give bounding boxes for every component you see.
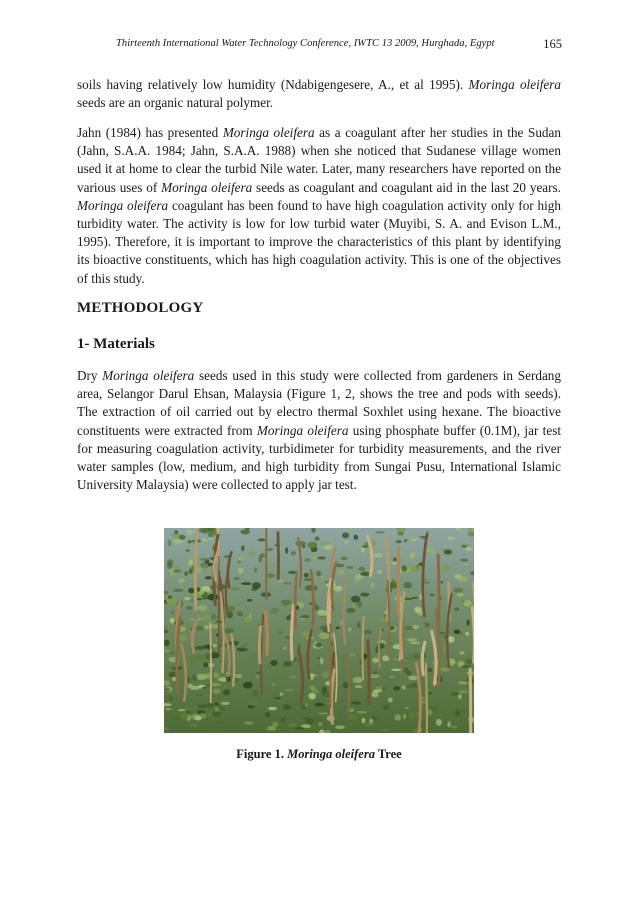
species-name: Moringa oleifera [77, 197, 169, 213]
species-name: Moringa oleifera [468, 77, 561, 92]
running-title: Thirteenth International Water Technology Conference, IWTC 13 2009, Hurghada, Egypt [116, 38, 495, 49]
paragraph-2-text-a: Jahn (1984) has presented [77, 125, 223, 140]
figure-species-name: Moringa oleifera [287, 747, 375, 761]
paragraph-3-text-a: Dry [77, 368, 103, 383]
figure-1-caption [0, 747, 638, 762]
paragraph-1-text-c: seeds are an organic natural polymer. [77, 95, 274, 111]
paragraph-2-text-e: seeds as coagulant and coagulant aid in the last 20 years. [252, 179, 561, 195]
figure-label: Figure 1. [236, 747, 288, 761]
species-name: Moringa oleifera [161, 179, 253, 195]
section-heading: METHODOLOGY [77, 300, 204, 316]
moringa-tree-photo [164, 528, 474, 733]
tree-photo-illustration [164, 528, 474, 733]
paragraph-2 [77, 124, 561, 288]
page-number: 165 [543, 37, 562, 51]
paragraph-3-text-c: seeds used in this study were collected from gardeners in Serdang area, Selangor Darul Ehsan, Malaysia (Figure 1, 2, shows the tree and pods with seeds). The extraction of oil carried out by electro thermal Soxhlet using hexane. The bioactive constituents were extracted from [77, 368, 561, 438]
paragraph-1-text-a: soils having relatively low humidity (Ndabigengesere, A., et al 1995). [77, 77, 469, 92]
paragraph-1 [77, 76, 561, 112]
paragraph-2-text-g: coagulant has been found to have high coagulation activity only for high turbidity water. The activity is low for low turbid water (Muyibi, S. A. and Evison L.M., 1995). Therefore, it is important to improve the characteristics of this plant by identifying its bioactive constituents, which has high coagulation activity. This is one of the objectives of this study. [77, 197, 561, 286]
species-name: Moringa oleifera [222, 125, 315, 140]
paragraph-3-text-e: using phosphate buffer (0.1M), jar test for measuring coagulation activity, turbidimeter for turbidity measurements, and the river water samples (low, medium, and high turbidity from Sungai Pusu, International Islamic University Malaysia) were collected to apply jar test. [77, 422, 561, 493]
paragraph-2-text-c: as a coagulant after her studies in the Sudan (Jahn, S.A.A. 1984; Jahn, S.A.A. 1988) when she noticed that Sudanese village women used it at home to clear the turbid Nile water. Later, many researchers have reported on the various uses of [77, 125, 561, 195]
species-name: Moringa oleifera [256, 422, 349, 438]
species-name: Moringa oleifera [102, 368, 195, 383]
figure-caption-rest: Tree [374, 747, 402, 761]
paragraph-3 [77, 367, 561, 494]
running-header [116, 37, 562, 55]
subsection-heading: 1- Materials [77, 336, 155, 352]
